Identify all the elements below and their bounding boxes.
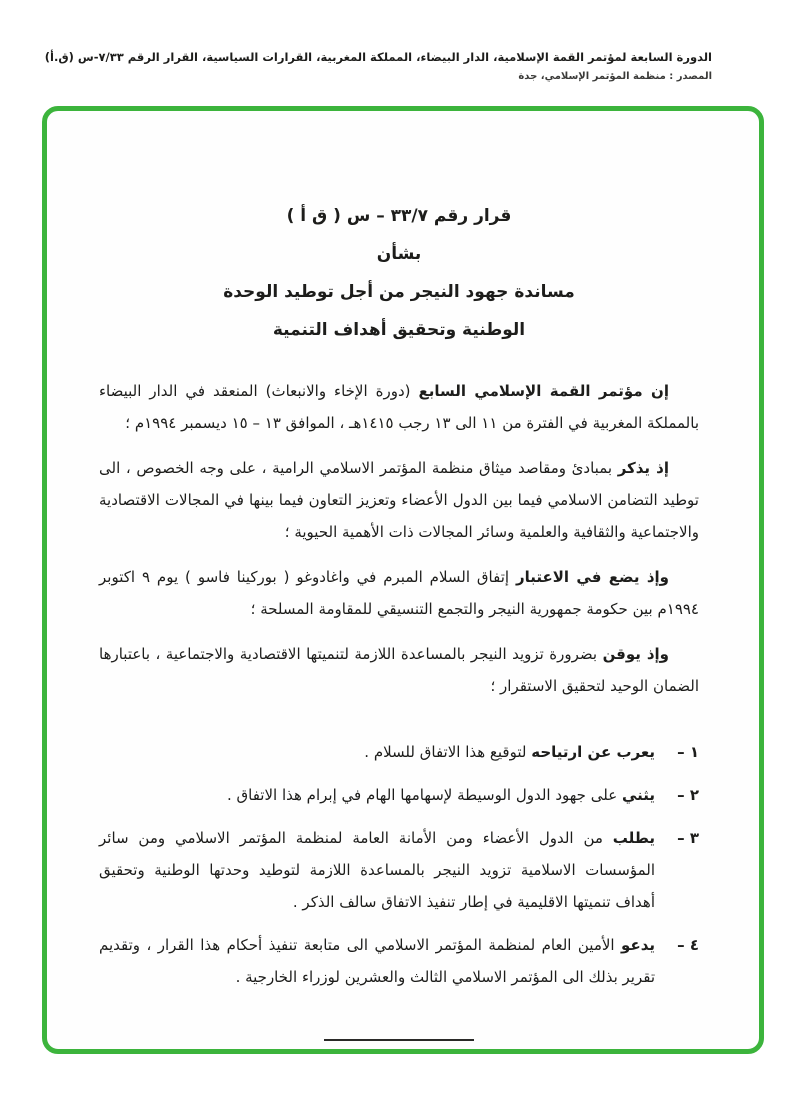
- preamble-paragraph: [99, 452, 699, 548]
- operative-item: [99, 779, 699, 811]
- paragraph-lead: وإذ يوقن: [602, 645, 669, 663]
- item-lead: يطلب: [612, 829, 655, 847]
- operative-item: [99, 929, 699, 993]
- paragraph-lead: إذ يذكر: [617, 459, 669, 477]
- item-number: ١ –: [677, 743, 699, 761]
- source-header: [0, 0, 802, 82]
- source-header-origin: المصدر : منظمة المؤتمر الإسلامي، جدة: [518, 71, 712, 82]
- scanned-document-frame: [42, 106, 764, 1054]
- item-lead: يعرب عن ارتياحه: [531, 743, 655, 761]
- preamble-paragraph: [99, 561, 699, 625]
- resolution-subject-line1: مساندة جهود النيجر من أجل توطيد الوحدة: [223, 282, 575, 302]
- resolution-regarding-line: بشأن: [376, 244, 422, 264]
- item-text: [99, 822, 655, 918]
- item-rest: لتوقيع هذا الاتفاق للسلام .: [364, 743, 527, 761]
- paragraph-text: بمبادئ ومقاصد ميثاق منظمة المؤتمر الاسلامي الرامية ، على وجه الخصوص ، الى توطيد التضامن الاسلامي فيما بين الدول الأعضاء وتعزيز التعاون فيما بينها في المجالات الاقتصادية والاجتماعية والثقافية والعلمية وسائر المجالات ذات الأهمية الحيوية ؛: [99, 459, 699, 541]
- item-rest: من الدول الأعضاء ومن الأمانة العامة لمنظمة المؤتمر الاسلامي ومن سائر المؤسسات الاسلامية تزويد النيجر بالمساعدة اللازمة لتوطيد وحدتها الوطنية وتحقيق أهداف تنميتها الاقليمية في إطار تنفيذ الاتفاق سالف الذكر .: [99, 829, 655, 911]
- paragraph-text: (دورة الإخاء والانبعاث) المنعقد في الدار البيضاء بالمملكة المغربية في الفترة من ١١ الى ١٣ رجب ١٤١٥هـ ، الموافق ١٣ – ١٥ ديسمبر ١٩٩٤م ؛: [99, 382, 699, 432]
- item-text: [99, 779, 655, 811]
- source-header-title: الدورة السابعة لمؤتمر القمة الإسلامية، الدار البيضاء، المملكة المغربية، القرارات السياسية، القرار الرقم ٧/٣٣-س (ق.أ): [44, 50, 712, 64]
- end-of-resolution-rule: [324, 1039, 474, 1041]
- item-rest: الأمين العام لمنظمة المؤتمر الاسلامي الى متابعة تنفيذ أحكام هذا القرار ، وتقديم تقرير بذلك الى المؤتمر الاسلامي الثالث والعشرين لوزراء الخارجية .: [99, 936, 655, 986]
- operative-section: [99, 736, 699, 993]
- item-lead: يدعو: [621, 936, 655, 954]
- item-text: [99, 929, 655, 993]
- item-number: ٤ –: [677, 936, 699, 954]
- resolution-title: [99, 197, 699, 349]
- resolution-number-line: قرار رقم ٣٣/٧ – س ( ق أ ): [286, 206, 512, 226]
- paragraph-text: بضرورة تزويد النيجر بالمساعدة اللازمة لتنميتها الاقتصادية والاجتماعية ، باعتبارها الضمان الوحيد لتحقيق الاستقرار ؛: [99, 645, 699, 695]
- resolution-subject-line2: الوطنية وتحقيق أهداف التنمية: [272, 320, 526, 340]
- operative-item: [99, 822, 699, 918]
- preamble-paragraph: [99, 638, 699, 702]
- paragraph-lead: وإذ يضع في الاعتبار: [515, 568, 669, 586]
- paragraph-text: إتفاق السلام المبرم في واغادوغو ( بوركينا فاسو ) يوم ٩ اكتوبر ١٩٩٤م بين حكومة جمهورية النيجر والتجمع التنسيقي للمقاومة المسلحة ؛: [99, 568, 699, 618]
- item-rest: على جهود الدول الوسيطة لإسهامها الهام في إبرام هذا الاتفاق .: [226, 786, 618, 804]
- item-number: ٢ –: [677, 786, 699, 804]
- item-text: [99, 736, 655, 768]
- item-number: ٣ –: [677, 829, 699, 847]
- item-lead: يثني: [621, 786, 655, 804]
- paragraph-lead: إن مؤتمر القمة الإسلامي السابع: [418, 382, 669, 400]
- preamble-section: [99, 375, 699, 702]
- operative-item: [99, 736, 699, 768]
- preamble-paragraph: [99, 375, 699, 439]
